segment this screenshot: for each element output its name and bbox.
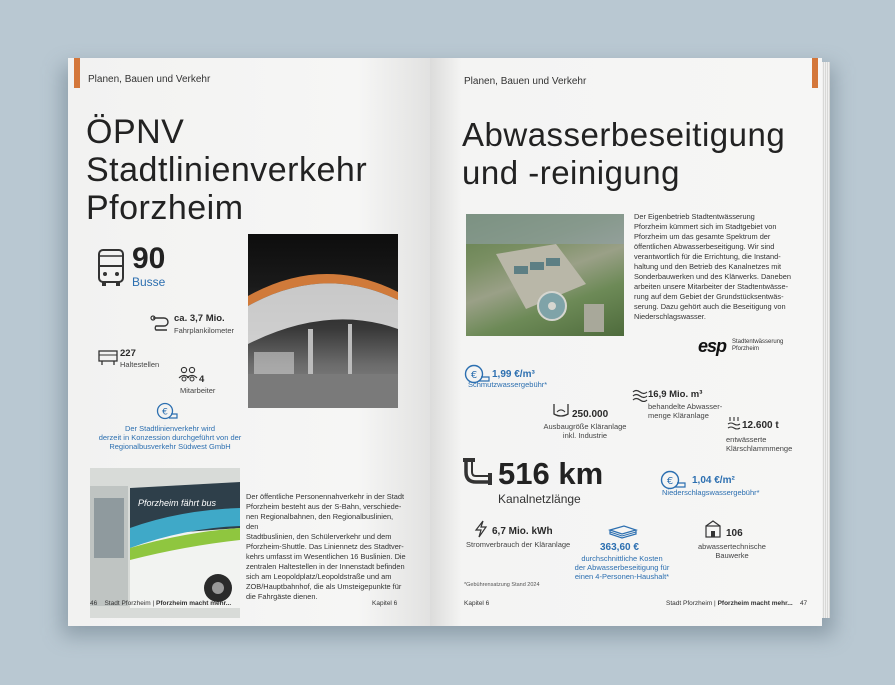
body-line: zentralen Haltestellen in der Innenstadt befinden	[246, 562, 405, 571]
bus-stop-icon	[98, 350, 118, 366]
cost-label	[570, 554, 674, 581]
bus-icon	[96, 248, 126, 288]
pipe-icon	[462, 456, 494, 488]
capacity-value: 250.000	[572, 409, 609, 420]
footer-city: Stadt Pforzheim |	[104, 600, 155, 607]
fee2-label: Niederschlagswassergebühr*	[662, 488, 760, 497]
structures-label-line: Bauwerke	[715, 551, 749, 560]
title-line: Abwasserbeseitigung	[462, 116, 786, 153]
structures-label	[692, 542, 772, 560]
cost-value: 363,60 €	[600, 542, 639, 553]
body-line: haltung und den Betrieb des Kanalnetzes mit	[634, 262, 782, 271]
power-label: Stromverbrauch der Kläranlage	[466, 540, 571, 549]
right-title	[462, 116, 785, 192]
page-number: 47	[799, 600, 808, 607]
right-page	[430, 58, 822, 626]
dewatering-icon	[726, 416, 742, 430]
sludge-label-line: Klärschlammmenge	[726, 444, 793, 453]
svg-text:€: €	[162, 407, 168, 418]
svg-text:€: €	[666, 476, 674, 487]
concession-line: derzeit in Konzession durchgeführt von der	[98, 433, 242, 442]
chapter-tab	[74, 58, 80, 88]
fee2-value: 1,04 €/m²	[692, 475, 735, 486]
body-line: arbeiten unsere Mitarbeiter der Stadtentwässe-	[634, 282, 789, 291]
fee1-value: 1,99 €/m³	[492, 369, 535, 380]
body-line: Niederschlagswasser.	[634, 312, 706, 321]
title-line: und -reinigung	[462, 154, 680, 191]
logo-text	[732, 339, 783, 353]
volume-label	[648, 402, 722, 420]
bus-station-canopy	[248, 234, 398, 408]
footer-city: Stadt Pforzheim |	[666, 600, 716, 607]
stops-label: Haltestellen	[120, 360, 160, 369]
route-icon	[150, 314, 170, 332]
building-icon	[704, 520, 722, 538]
left-header: Planen, Bauen und Verkehr	[88, 74, 211, 85]
km-value: ca. 3,7 Mio.	[174, 313, 225, 324]
body-line: Der öffentliche Personennahverkehr in der Stadt	[246, 492, 405, 501]
logo-line: Stadtentwässerung	[732, 339, 784, 345]
money-stack-icon	[608, 524, 638, 540]
power-value: 6,7 Mio. kWh	[492, 526, 553, 537]
body-line: Der Eigenbetrieb Stadtentwässerung	[634, 212, 755, 221]
right-body-text	[634, 212, 806, 322]
title-line: ÖPNV	[86, 113, 185, 151]
body-line: Pforzheim kümmert sich im Stadtgebiet von	[634, 222, 777, 231]
body-line: Sonderbauwerken und des Klärwerks. Daneben	[634, 272, 791, 281]
body-line: serung. Dazu gehört auch die Beseitigung von	[634, 302, 786, 311]
treatment-plant-photo	[466, 214, 624, 336]
body-line: Pforzheim um das gesamte Spektrum der	[634, 232, 771, 241]
body-line: sich am Leopoldplatz/Leopoldstraße und am	[246, 572, 392, 581]
chapter-tab	[812, 58, 818, 88]
body-line: Pforzheim besteht aus der S-Bahn, verschiede-	[246, 502, 402, 511]
body-line: nen Regionalbahnen, den Regionalbuslinien, den	[246, 512, 394, 531]
footer-slogan: Pforzheim macht mehr...	[717, 600, 793, 607]
left-footer	[90, 600, 231, 607]
left-body-text	[246, 492, 406, 602]
body-line: die Fahrgäste dienen.	[246, 592, 318, 601]
logo-line: Pforzheim	[732, 346, 760, 352]
esp-logo: esp	[698, 336, 727, 356]
capacity-label-line: inkl. Industrie	[562, 431, 608, 440]
bus-count: 90	[132, 242, 166, 275]
network-label: Kanalnetzlänge	[498, 492, 581, 506]
structures-value: 106	[726, 528, 743, 539]
bus-sign: Pforzheim fährt bus	[138, 498, 217, 508]
treatment-plant-aerial	[466, 214, 624, 336]
left-chapter: Kapitel 6	[372, 600, 398, 607]
footnote: *Gebührensatzung Stand 2024	[464, 582, 540, 588]
euro-hand-icon	[156, 402, 178, 422]
body-line: Pforzheim-Shuttle. Das Liniennetz des Stadtver-	[246, 542, 404, 551]
water-waves-icon	[632, 388, 648, 402]
capacity-label-line: Ausbaugröße Kläranlage	[543, 422, 627, 431]
km-label: Fahrplankilometer	[174, 326, 235, 335]
network-value: 516 km	[498, 456, 604, 491]
left-page	[68, 58, 430, 626]
page-number: 46	[90, 600, 98, 607]
lightning-icon	[474, 520, 488, 538]
body-line: rung auf dem Gebiet der Grundstücksentwäs-	[634, 292, 784, 301]
right-header: Planen, Bauen und Verkehr	[464, 76, 587, 87]
body-line: kehrs umfasst im Wesentlichen 16 Buslinien. Die	[246, 552, 406, 561]
bus-station-photo	[248, 234, 398, 408]
capacity-label	[530, 422, 640, 440]
concession-line: Regionalbusverkehr Südwest GmbH	[109, 442, 231, 451]
structures-label-line: abwassertechnische	[698, 542, 766, 551]
bus-photo	[90, 468, 240, 618]
page-stack	[822, 62, 830, 618]
concession-line: Der Stadtlinienverkehr wird	[124, 424, 216, 433]
body-line: ZOB/Hauptbahnhof, die als Umsteigepunkte für	[246, 582, 402, 591]
title-line: Stadtlinienverkehr	[86, 151, 368, 189]
fee1-label: Schmutzwassergebühr*	[468, 380, 548, 389]
volume-label-line: behandelte Abwasser-	[648, 402, 723, 411]
cost-label-line: der Abwasserbeseitigung für	[574, 563, 670, 572]
staff-label: Mitarbeiter	[180, 386, 216, 395]
right-chapter: Kapitel 6	[464, 600, 490, 607]
staff-value: 4	[199, 374, 205, 385]
svg-text:€: €	[470, 370, 478, 381]
title-line: Pforzheim	[86, 189, 244, 227]
people-icon	[178, 366, 198, 384]
footer-slogan: Pforzheim macht mehr...	[156, 600, 232, 607]
sludge-value: 12.600 t	[742, 420, 779, 431]
right-footer	[666, 600, 807, 607]
sludge-label-line: entwässerte	[726, 435, 767, 444]
volume-label-line: menge Kläranlage	[648, 411, 709, 420]
body-line: öffentlichen Abwasserbeseitigung. Wir sind	[634, 242, 775, 251]
bus-label: Busse	[132, 275, 166, 289]
left-title	[86, 113, 367, 227]
bus-graphic	[90, 468, 240, 618]
concession-text	[90, 424, 250, 451]
volume-value: 16,9 Mio. m³	[648, 389, 703, 400]
sludge-label	[726, 435, 792, 453]
stops-value: 227	[120, 348, 136, 359]
body-line: verantwortlich für die Errichtung, die Instand-	[634, 252, 781, 261]
euro-hand-icon	[660, 470, 686, 490]
body-line: Stadtbuslinien, den Schülerverkehr und dem	[246, 532, 392, 541]
cost-label-line: durchschnittliche Kosten	[581, 554, 663, 563]
tank-icon	[552, 402, 570, 418]
cost-label-line: einen 4-Personen-Haushalt*	[574, 572, 670, 581]
